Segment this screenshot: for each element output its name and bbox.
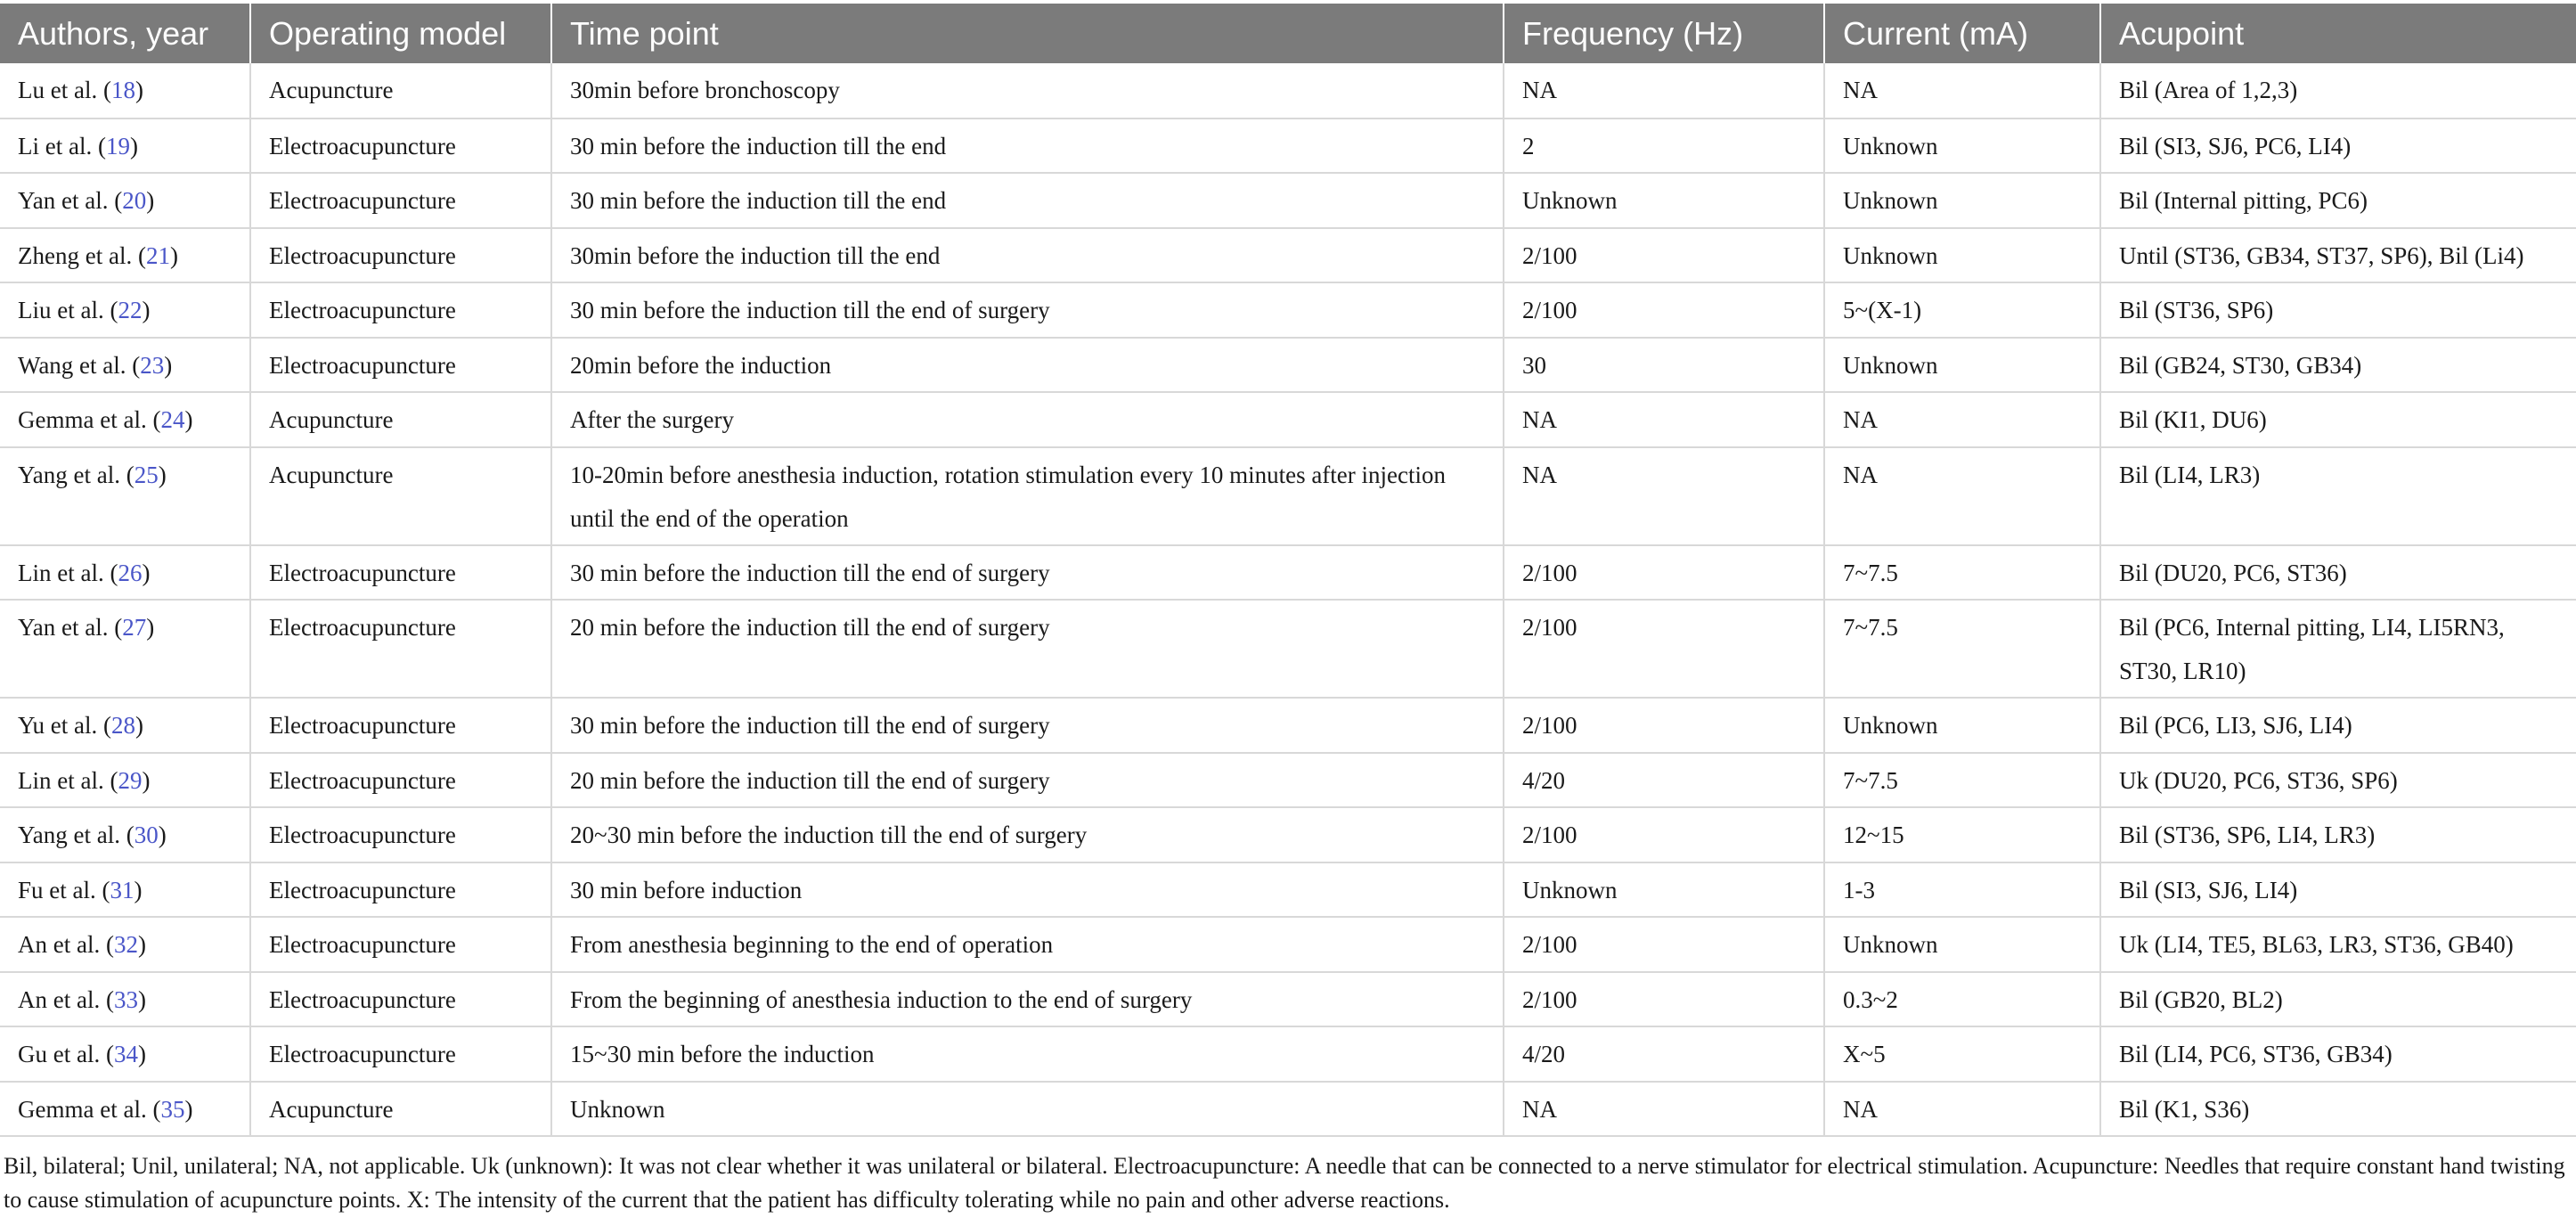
cell-frequency: NA: [1504, 63, 1824, 119]
table-row: [0, 1026, 2576, 1082]
cell-frequency: Unknown: [1504, 862, 1824, 918]
table-row: [0, 447, 2576, 545]
cell-time-point: 30 min before the induction till the end of surgery: [551, 698, 1504, 753]
cell-author: [0, 862, 250, 918]
author-text: Zheng et al. (: [18, 241, 146, 269]
header-time-point: Time point: [551, 4, 1504, 63]
table-row: [0, 119, 2576, 174]
table-row: [0, 392, 2576, 447]
cell-time-point: 20~30 min before the induction till the end of surgery: [551, 807, 1504, 862]
cell-frequency: 2: [1504, 119, 1824, 174]
table-row: [0, 807, 2576, 862]
cell-current: Unknown: [1824, 119, 2100, 174]
cell-operating-model: Electroacupuncture: [250, 917, 551, 972]
author-text: Yang et al. (: [18, 461, 135, 488]
author-close-paren: ): [158, 461, 167, 488]
cell-time-point: 15~30 min before the induction: [551, 1026, 1504, 1082]
reference-link[interactable]: 20: [122, 187, 147, 214]
cell-current: 5~(X-1): [1824, 282, 2100, 338]
author-text: Gemma et al. (: [18, 406, 161, 433]
table-row: [0, 972, 2576, 1027]
cell-author: [0, 119, 250, 174]
reference-link[interactable]: 27: [122, 614, 147, 641]
cell-acupoint: Bil (Area of 1,2,3): [2100, 63, 2576, 119]
cell-acupoint: Bil (LI4, LR3): [2100, 447, 2576, 545]
cell-acupoint: Bil (PC6, LI3, SJ6, LI4): [2100, 698, 2576, 753]
cell-operating-model: Electroacupuncture: [250, 173, 551, 228]
table-row: [0, 228, 2576, 283]
cell-author: [0, 917, 250, 972]
cell-current: 7~7.5: [1824, 545, 2100, 601]
author-close-paren: ): [142, 297, 151, 323]
table-row: [0, 698, 2576, 753]
cell-time-point: From the beginning of anesthesia induction to the end of surgery: [551, 972, 1504, 1027]
reference-link[interactable]: 28: [110, 712, 135, 739]
cell-acupoint: Bil (PC6, Internal pitting, LI4, LI5RN3, ST30, LR10): [2100, 600, 2576, 698]
reference-link[interactable]: 31: [110, 876, 135, 903]
author-close-paren: ): [137, 931, 146, 958]
table-row: [0, 545, 2576, 601]
cell-frequency: NA: [1504, 392, 1824, 447]
author-close-paren: ): [184, 1095, 193, 1123]
cell-current: Unknown: [1824, 917, 2100, 972]
cell-frequency: 30: [1504, 338, 1824, 393]
author-text: Lu et al. (: [18, 77, 111, 103]
cell-current: Unknown: [1824, 173, 2100, 228]
cell-current: 12~15: [1824, 807, 2100, 862]
cell-time-point: 30 min before the induction till the end of surgery: [551, 282, 1504, 338]
reference-link[interactable]: 29: [118, 766, 143, 794]
author-text: Gu et al. (: [18, 1041, 114, 1067]
cell-current: NA: [1824, 392, 2100, 447]
cell-time-point: After the surgery: [551, 392, 1504, 447]
cell-current: Unknown: [1824, 228, 2100, 283]
author-text: Fu et al. (: [18, 876, 110, 903]
header-current: Current (mA): [1824, 4, 2100, 63]
cell-author: [0, 1082, 250, 1137]
author-close-paren: ): [135, 712, 143, 739]
table-footnote: Bil, bilateral; Unil, unilateral; NA, not applicable. Uk (unknown): It was not clear whether it was unilateral or bilateral. Electroacupuncture: A needle that can be connected to a nerve stimulator for electrical stimulation. Acupuncture: Needles that require constant hand twisting to cause stimulation of acupuncture points. X: The intensity of the current that the patient has difficulty tolerating while no pain and other adverse reactions.: [4, 1153, 2565, 1213]
cell-current: 0.3~2: [1824, 972, 2100, 1027]
cell-acupoint: Bil (K1, S36): [2100, 1082, 2576, 1137]
cell-acupoint: Bil (GB20, BL2): [2100, 972, 2576, 1027]
cell-time-point: 10-20min before anesthesia induction, rotation stimulation every 10 minutes after injection until the end of the operation: [551, 447, 1504, 545]
cell-current: NA: [1824, 447, 2100, 545]
cell-author: [0, 282, 250, 338]
header-acupoint: Acupoint: [2100, 4, 2576, 63]
cell-frequency: 2/100: [1504, 600, 1824, 698]
author-close-paren: ): [142, 559, 151, 586]
cell-acupoint: Uk (DU20, PC6, ST36, SP6): [2100, 753, 2576, 808]
cell-author: [0, 392, 250, 447]
cell-operating-model: Electroacupuncture: [250, 282, 551, 338]
table-row: [0, 63, 2576, 119]
cell-time-point: 30min before the induction till the end: [551, 228, 1504, 283]
cell-author: [0, 447, 250, 545]
author-text: Gemma et al. (: [18, 1095, 161, 1123]
cell-time-point: Unknown: [551, 1082, 1504, 1137]
cell-acupoint: Uk (LI4, TE5, BL63, LR3, ST36, GB40): [2100, 917, 2576, 972]
cell-operating-model: Electroacupuncture: [250, 698, 551, 753]
author-text: Yan et al. (: [18, 187, 123, 214]
cell-acupoint: Bil (ST36, SP6, LI4, LR3): [2100, 807, 2576, 862]
cell-operating-model: Electroacupuncture: [250, 972, 551, 1027]
cell-operating-model: Electroacupuncture: [250, 600, 551, 698]
author-text: Liu et al. (: [18, 297, 118, 323]
cell-time-point: 30 min before the induction till the end: [551, 119, 1504, 174]
cell-acupoint: Bil (ST36, SP6): [2100, 282, 2576, 338]
cell-current: Unknown: [1824, 698, 2100, 753]
cell-time-point: 20 min before the induction till the end of surgery: [551, 753, 1504, 808]
cell-current: X~5: [1824, 1026, 2100, 1082]
cell-author: [0, 545, 250, 601]
table-row: [0, 917, 2576, 972]
cell-operating-model: Electroacupuncture: [250, 119, 551, 174]
cell-frequency: 2/100: [1504, 698, 1824, 753]
cell-frequency: NA: [1504, 447, 1824, 545]
cell-frequency: 2/100: [1504, 545, 1824, 601]
author-close-paren: ): [169, 241, 178, 269]
cell-operating-model: Electroacupuncture: [250, 338, 551, 393]
author-close-paren: ): [129, 132, 138, 159]
cell-author: [0, 698, 250, 753]
cell-operating-model: Electroacupuncture: [250, 862, 551, 918]
author-text: Li et al. (: [18, 132, 106, 159]
reference-link[interactable]: 22: [118, 297, 143, 323]
cell-author: [0, 63, 250, 119]
cell-frequency: NA: [1504, 1082, 1824, 1137]
acupuncture-studies-table: [0, 4, 2576, 1137]
header-frequency: Frequency (Hz): [1504, 4, 1824, 63]
cell-time-point: 20min before the induction: [551, 338, 1504, 393]
cell-frequency: 2/100: [1504, 228, 1824, 283]
author-close-paren: ): [134, 876, 143, 903]
author-text: An et al. (: [18, 931, 114, 958]
cell-time-point: 30 min before the induction till the end: [551, 173, 1504, 228]
cell-operating-model: Acupuncture: [250, 447, 551, 545]
author-close-paren: ): [137, 1041, 146, 1067]
header-row: [0, 4, 2576, 63]
cell-operating-model: Electroacupuncture: [250, 545, 551, 601]
table-row: [0, 338, 2576, 393]
header-operating-model: Operating model: [250, 4, 551, 63]
cell-operating-model: Acupuncture: [250, 392, 551, 447]
cell-time-point: 20 min before the induction till the end of surgery: [551, 600, 1504, 698]
cell-acupoint: Bil (Internal pitting, PC6): [2100, 173, 2576, 228]
cell-time-point: 30 min before induction: [551, 862, 1504, 918]
author-text: Lin et al. (: [18, 766, 118, 794]
author-close-paren: ): [135, 77, 143, 103]
author-close-paren: ): [158, 822, 167, 848]
cell-frequency: 4/20: [1504, 753, 1824, 808]
author-close-paren: ): [146, 614, 155, 641]
cell-operating-model: Electroacupuncture: [250, 1026, 551, 1082]
cell-acupoint: Bil (GB24, ST30, GB34): [2100, 338, 2576, 393]
cell-acupoint: Bil (KI1, DU6): [2100, 392, 2576, 447]
cell-time-point: From anesthesia beginning to the end of operation: [551, 917, 1504, 972]
cell-author: [0, 1026, 250, 1082]
cell-operating-model: Acupuncture: [250, 63, 551, 119]
cell-frequency: 4/20: [1504, 1026, 1824, 1082]
cell-current: 7~7.5: [1824, 753, 2100, 808]
cell-frequency: 2/100: [1504, 807, 1824, 862]
author-close-paren: ): [142, 766, 151, 794]
reference-link[interactable]: 19: [105, 132, 130, 159]
reference-link[interactable]: 34: [113, 1041, 138, 1067]
reference-link[interactable]: 21: [145, 241, 170, 269]
cell-author: [0, 173, 250, 228]
table-row: [0, 173, 2576, 228]
reference-link[interactable]: 24: [160, 406, 185, 433]
reference-link[interactable]: 25: [134, 461, 159, 488]
reference-link[interactable]: 18: [110, 77, 135, 103]
table-row: [0, 1082, 2576, 1137]
author-text: An et al. (: [18, 985, 114, 1013]
author-text: Yang et al. (: [18, 822, 135, 848]
cell-current: 1-3: [1824, 862, 2100, 918]
author-close-paren: ): [146, 187, 155, 214]
author-close-paren: ): [137, 985, 146, 1013]
author-close-paren: ): [184, 406, 193, 433]
cell-current: NA: [1824, 63, 2100, 119]
cell-current: 7~7.5: [1824, 600, 2100, 698]
author-text: Yu et al. (: [18, 712, 111, 739]
cell-author: [0, 338, 250, 393]
cell-operating-model: Electroacupuncture: [250, 228, 551, 283]
cell-acupoint: Until (ST36, GB34, ST37, SP6), Bil (Li4): [2100, 228, 2576, 283]
table-row: [0, 753, 2576, 808]
cell-time-point: 30 min before the induction till the end of surgery: [551, 545, 1504, 601]
reference-link[interactable]: 35: [160, 1095, 185, 1123]
reference-link[interactable]: 33: [113, 985, 138, 1013]
cell-operating-model: Electroacupuncture: [250, 753, 551, 808]
author-text: Wang et al. (: [18, 351, 141, 379]
header-authors: Authors, year: [0, 4, 250, 63]
author-text: Lin et al. (: [18, 559, 118, 586]
table-row: [0, 862, 2576, 918]
cell-acupoint: Bil (LI4, PC6, ST36, GB34): [2100, 1026, 2576, 1082]
cell-author: [0, 600, 250, 698]
reference-link[interactable]: 30: [134, 822, 159, 848]
table-container: [0, 4, 2576, 1217]
cell-operating-model: Acupuncture: [250, 1082, 551, 1137]
cell-acupoint: Bil (SI3, SJ6, LI4): [2100, 862, 2576, 918]
cell-frequency: 2/100: [1504, 972, 1824, 1027]
author-text: Yan et al. (: [18, 614, 123, 641]
cell-acupoint: Bil (SI3, SJ6, PC6, LI4): [2100, 119, 2576, 174]
cell-author: [0, 807, 250, 862]
cell-author: [0, 753, 250, 808]
reference-link[interactable]: 23: [140, 351, 165, 379]
cell-author: [0, 972, 250, 1027]
cell-author: [0, 228, 250, 283]
table-row: [0, 282, 2576, 338]
reference-link[interactable]: 32: [113, 931, 138, 958]
cell-time-point: 30min before bronchoscopy: [551, 63, 1504, 119]
cell-frequency: Unknown: [1504, 173, 1824, 228]
cell-current: Unknown: [1824, 338, 2100, 393]
reference-link[interactable]: 26: [118, 559, 143, 586]
cell-frequency: 2/100: [1504, 917, 1824, 972]
author-close-paren: ): [164, 351, 173, 379]
table-row: [0, 600, 2576, 698]
cell-frequency: 2/100: [1504, 282, 1824, 338]
cell-operating-model: Electroacupuncture: [250, 807, 551, 862]
cell-acupoint: Bil (DU20, PC6, ST36): [2100, 545, 2576, 601]
cell-current: NA: [1824, 1082, 2100, 1137]
